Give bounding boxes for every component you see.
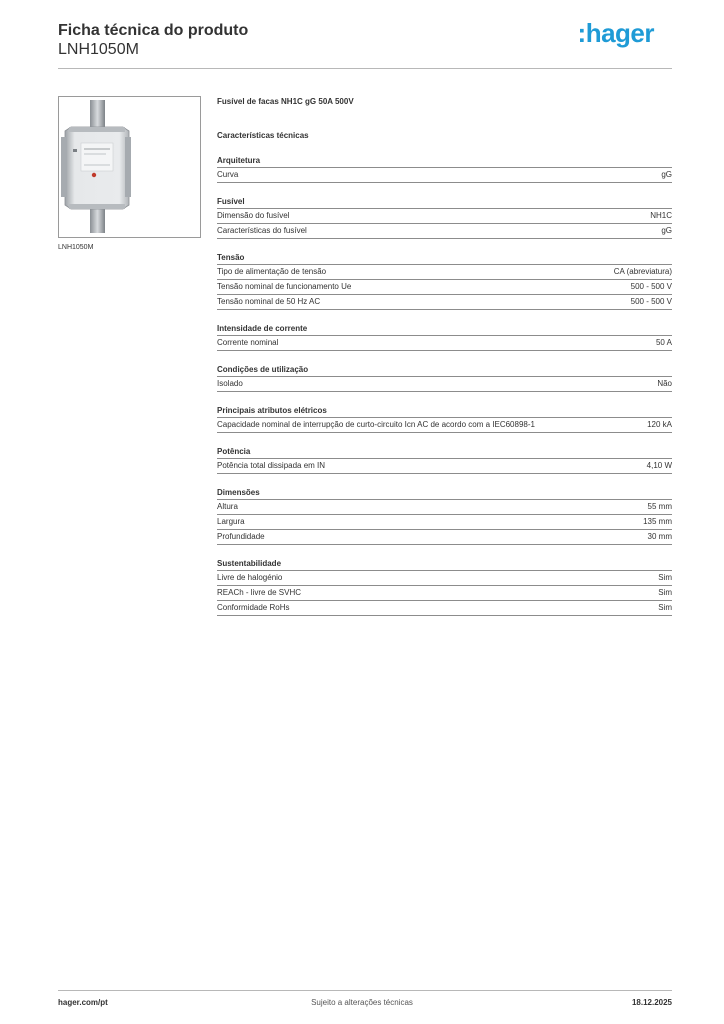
spec-section: [217, 196, 672, 239]
technical-heading: Características técnicas: [217, 131, 309, 140]
spec-section: [217, 364, 672, 392]
spec-value: 500 - 500 V: [630, 282, 672, 291]
spec-row: [217, 224, 672, 239]
spec-label: Características do fusível: [217, 226, 307, 235]
header-divider: [58, 68, 672, 69]
product-description: Fusível de facas NH1C gG 50A 500V: [217, 97, 354, 106]
section-title: Principais atributos elétricos: [217, 405, 672, 418]
spec-label: Isolado: [217, 379, 243, 388]
section-title: Potência: [217, 446, 672, 459]
spec-value: CA (abreviatura): [613, 267, 672, 276]
spec-section: [217, 252, 672, 310]
spec-content: [217, 96, 672, 616]
spec-value: Sim: [658, 573, 672, 582]
spec-label: Largura: [217, 517, 245, 526]
spec-sections: [217, 155, 672, 616]
spec-section: [217, 323, 672, 351]
spec-section: [217, 558, 672, 616]
footer-website: hager.com/pt: [58, 998, 108, 1007]
spec-row: [217, 336, 672, 351]
hager-logo: [578, 20, 654, 60]
spec-label: Corrente nominal: [217, 338, 279, 347]
spec-row: [217, 500, 672, 515]
spec-label: REACh - livre de SVHC: [217, 588, 302, 597]
spec-row: [217, 418, 672, 433]
spec-row: [217, 530, 672, 545]
spec-row: [217, 280, 672, 295]
spec-value: gG: [661, 170, 672, 179]
spec-row: [217, 601, 672, 616]
section-title: Arquitetura: [217, 155, 672, 168]
spec-value: Sim: [658, 603, 672, 612]
footer-note: Sujeito a alterações técnicas: [311, 998, 413, 1007]
spec-label: Potência total dissipada em IN: [217, 461, 326, 470]
spec-row: [217, 168, 672, 183]
spec-value: 120 kA: [647, 420, 672, 429]
spec-section: [217, 487, 672, 545]
spec-row: [217, 209, 672, 224]
spec-section: [217, 405, 672, 433]
spec-label: Curva: [217, 170, 239, 179]
spec-label: Tipo de alimentação de tensão: [217, 267, 327, 276]
page-header: [58, 20, 672, 70]
spec-value: 4,10 W: [646, 461, 672, 470]
spec-label: Tensão nominal de funcionamento Ue: [217, 282, 352, 291]
spec-value: 500 - 500 V: [630, 297, 672, 306]
spec-value: 30 mm: [647, 532, 672, 541]
spec-value: Sim: [658, 588, 672, 597]
spec-row: [217, 515, 672, 530]
spec-value: 50 A: [655, 338, 672, 347]
section-title: Condições de utilização: [217, 364, 672, 377]
section-title: Fusível: [217, 196, 672, 209]
spec-value: 135 mm: [643, 517, 672, 526]
spec-value: 55 mm: [647, 502, 672, 511]
spec-label: Livre de halogénio: [217, 573, 283, 582]
footer-divider: [58, 990, 672, 991]
spec-row: [217, 571, 672, 586]
product-image: [58, 96, 201, 238]
section-title: Sustentabilidade: [217, 558, 672, 571]
image-caption: LNH1050M: [58, 244, 94, 251]
spec-row: [217, 295, 672, 310]
spec-label: Profundidade: [217, 532, 265, 541]
spec-value: Não: [657, 379, 672, 388]
spec-section: [217, 446, 672, 474]
spec-label: Altura: [217, 502, 238, 511]
footer-date: 18.12.2025: [631, 998, 672, 1007]
spec-section: [217, 155, 672, 183]
fuse-illustration-icon: [59, 97, 200, 237]
spec-row: [217, 377, 672, 392]
product-code: LNH1050M: [58, 41, 139, 58]
section-title: Dimensões: [217, 487, 672, 500]
spec-row: [217, 459, 672, 474]
spec-value: gG: [661, 226, 672, 235]
logo-text: :hager: [577, 18, 654, 48]
section-title: Tensão: [217, 252, 672, 265]
document-title: Ficha técnica do produto: [58, 22, 249, 39]
spec-row: [217, 586, 672, 601]
spec-label: Conformidade RoHs: [217, 603, 290, 612]
section-title: Intensidade de corrente: [217, 323, 672, 336]
spec-label: Capacidade nominal de interrupção de curto-circuito Icn AC de acordo com a IEC60898-1: [217, 420, 535, 429]
spec-label: Dimensão do fusível: [217, 211, 290, 220]
spec-value: NH1C: [650, 211, 672, 220]
spec-label: Tensão nominal de 50 Hz AC: [217, 297, 321, 306]
spec-row: [217, 265, 672, 280]
